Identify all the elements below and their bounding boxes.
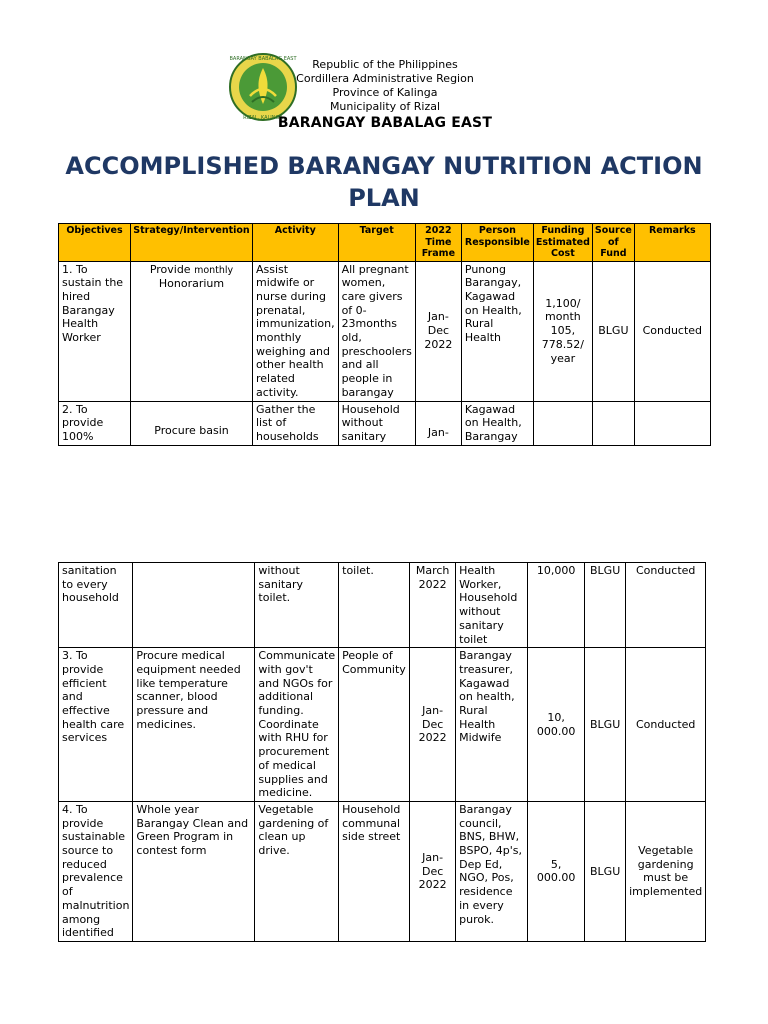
cell-objective: sanitation to every household: [59, 563, 133, 648]
table-header-row: [59, 224, 711, 262]
header-objectives: Objectives: [59, 224, 131, 262]
nutrition-plan-table-part-2: [58, 562, 706, 942]
cell-person: Punong Barangay, Kagawad on Health, Rural Health: [461, 261, 533, 401]
cell-strategy: Procure basin: [131, 401, 253, 445]
cell-objective: 3. To provide efficient and effective health care services: [59, 648, 133, 802]
cell-funding: 5, 000.00: [528, 801, 585, 941]
title-line-1: ACCOMPLISHED BARANGAY NUTRITION ACTION: [65, 152, 703, 180]
header-person-responsible: Person Responsible: [461, 224, 533, 262]
header-line-municipality: Municipality of Rizal: [329, 100, 441, 113]
title-line-2: PLAN: [348, 184, 420, 212]
cell-target: People of Community: [339, 648, 410, 802]
cell-activity: without sanitary toilet.: [255, 563, 339, 648]
header-activity: Activity: [253, 224, 339, 262]
cell-timeframe: Jan-Dec 2022: [415, 261, 461, 401]
cell-strategy: Procure medical equipment needed like temperature scanner, blood pressure and medicines.: [133, 648, 255, 802]
cell-activity: Gather the list of households: [253, 401, 339, 445]
header-time-frame: 2022 Time Frame: [415, 224, 461, 262]
table-row: [59, 261, 711, 401]
cell-timeframe: March 2022: [410, 563, 456, 648]
cell-person: Barangay treasurer, Kagawad on health, Rural Health Midwife: [456, 648, 528, 802]
cell-target: Household without sanitary: [338, 401, 415, 445]
cell-objective: 2. To provide 100%: [59, 401, 131, 445]
cell-person: Health Worker, Household without sanitary toilet: [456, 563, 528, 648]
cell-source: BLGU: [592, 261, 634, 401]
cell-objective: 1. To sustain the hired Barangay Health Worker: [59, 261, 131, 401]
cell-remarks: Conducted: [634, 261, 710, 401]
table-row: [59, 648, 706, 802]
cell-funding: 1,100/ month 105, 778.52/ year: [533, 261, 592, 401]
table-row: [59, 563, 706, 648]
cell-target: toilet.: [339, 563, 410, 648]
seal-text-bottom: RIZAL, KALINGA: [243, 115, 283, 121]
cell-timeframe: Jan-: [415, 401, 461, 445]
cell-activity: Assist midwife or nurse during prenatal, immunization, monthly weighing and other health related activity.: [253, 261, 339, 401]
header-strategy: Strategy/Intervention: [131, 224, 253, 262]
header-funding: Funding Estimated Cost: [533, 224, 592, 262]
cell-activity: Vegetable gardening of clean up drive.: [255, 801, 339, 941]
cell-target: All pregnant women, care givers of 0-23months old, preschoolers and all people in barangay: [338, 261, 415, 401]
cell-objective: 4. To provide sustainable source to reduced prevalence of malnutrition among identified: [59, 801, 133, 941]
header-line-republic: Republic of the Philippines: [312, 58, 458, 71]
cell-funding: [533, 401, 592, 445]
seal-text-top: BARANGAY BABALAG EAST: [229, 56, 297, 62]
header-source-of-fund: Source of Fund: [592, 224, 634, 262]
header-remarks: Remarks: [634, 224, 710, 262]
document-header: [280, 58, 490, 114]
cell-source: BLGU: [585, 648, 626, 802]
barangay-name: BARANGAY BABALAG EAST: [277, 115, 493, 131]
table-row: [59, 401, 711, 445]
nutrition-plan-table-part-1: [58, 223, 711, 446]
cell-funding: 10, 000.00: [528, 648, 585, 802]
table-row: [59, 801, 706, 941]
header-line-region: Cordillera Administrative Region: [296, 72, 474, 85]
cell-remarks: Conducted: [626, 648, 706, 802]
page-title: [40, 150, 728, 214]
cell-timeframe: Jan-Dec 2022: [410, 648, 456, 802]
cell-funding: 10,000: [528, 563, 585, 648]
cell-source: BLGU: [585, 801, 626, 941]
cell-source: [592, 401, 634, 445]
cell-remarks: Vegetable gardening must be implemented: [626, 801, 706, 941]
cell-strategy: Whole year Barangay Clean and Green Program in contest form: [133, 801, 255, 941]
cell-remarks: [634, 401, 710, 445]
cell-remarks: Conducted: [626, 563, 706, 648]
cell-strategy: Provide monthly Honorarium: [131, 261, 253, 401]
header-line-province: Province of Kalinga: [332, 86, 438, 99]
cell-target: Household communal side street: [339, 801, 410, 941]
cell-strategy: [133, 563, 255, 648]
cell-person: Kagawad on Health, Barangay: [461, 401, 533, 445]
header-target: Target: [338, 224, 415, 262]
cell-timeframe: Jan-Dec 2022: [410, 801, 456, 941]
cell-source: BLGU: [585, 563, 626, 648]
cell-activity: Communicate with gov't and NGOs for additional funding. Coordinate with RHU for procurement of medical supplies and medicine.: [255, 648, 339, 802]
cell-person: Barangay council, BNS, BHW, BSPO, 4p's, Dep Ed, NGO, Pos, residence in every purok.: [456, 801, 528, 941]
